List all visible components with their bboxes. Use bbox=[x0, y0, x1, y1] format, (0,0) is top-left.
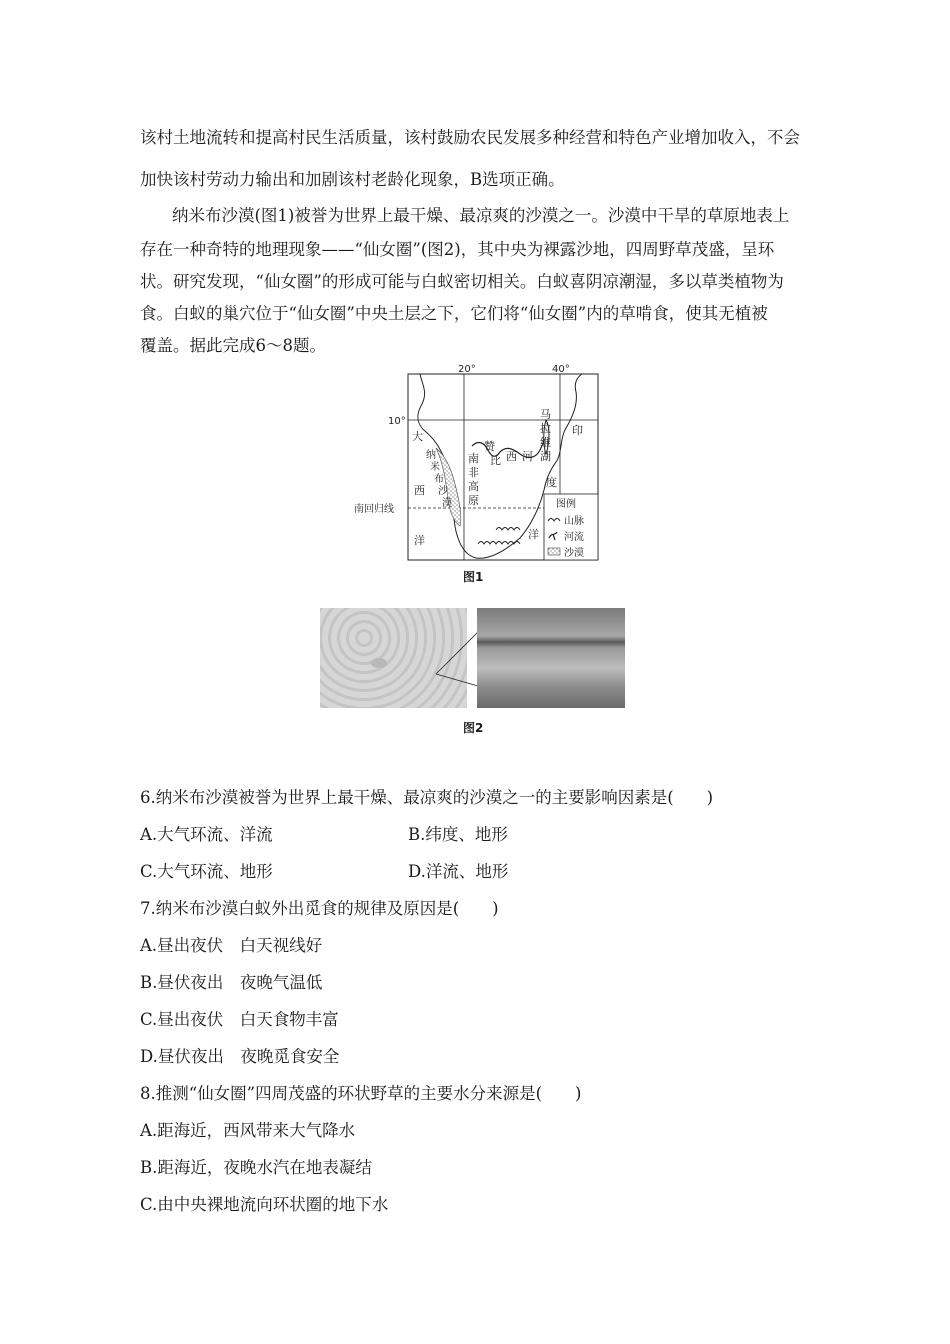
namib-char-5: 漠 bbox=[442, 498, 452, 509]
namib-char-2: 米 bbox=[430, 462, 440, 473]
zambezi-char-1: 赞 bbox=[484, 440, 495, 453]
malawi-char-2: 拉 bbox=[540, 422, 551, 435]
legend-river: 河流 bbox=[564, 532, 584, 543]
zambezi-char-4: 河 bbox=[522, 450, 533, 463]
passage-line-4: 食。白蚁的巢穴位于“仙女圈”中央土层之下，它们将“仙女圈”内的草啃食，使其无植被 bbox=[140, 304, 768, 323]
question-6-stem: 6.纳米布沙漠被誉为世界上最干燥、最凉爽的沙漠之一的主要影响因素是( ) bbox=[140, 788, 714, 807]
indian-char-1: 印 bbox=[572, 424, 583, 437]
question-7-option-b: B.昼伏夜出 夜晚气温低 bbox=[140, 973, 323, 992]
atlantic-char-3: 洋 bbox=[414, 534, 425, 547]
question-6-option-d: D.洋流、地形 bbox=[408, 862, 509, 881]
figure-1-caption: 图1 bbox=[463, 570, 484, 584]
figure-2-caption: 图2 bbox=[463, 721, 484, 735]
malawi-char-1: 马 bbox=[540, 408, 551, 421]
passage-line-1: 纳米布沙漠(图1)被誉为世界上最干燥、最凉爽的沙漠之一。沙漠中干旱的草原地表上 bbox=[172, 206, 790, 225]
zambezi-char-3: 西 bbox=[506, 450, 517, 463]
legend-mountain: 山脉 bbox=[564, 516, 584, 527]
figure-1-map bbox=[350, 362, 610, 564]
question-6-option-a: A.大气环流、洋流 bbox=[140, 825, 273, 844]
legend-desert: 沙漠 bbox=[564, 548, 584, 559]
photo-link-lines bbox=[430, 628, 480, 688]
question-7-option-d: D.昼伏夜出 夜晚觅食安全 bbox=[140, 1047, 340, 1066]
plateau-char-3: 高 bbox=[468, 480, 479, 493]
intro-line-2: 加快该村劳动力输出和加剧该村老龄化现象，B选项正确。 bbox=[140, 170, 565, 189]
zambezi-char-2: 比 bbox=[490, 454, 501, 467]
atlantic-char-2: 西 bbox=[414, 484, 425, 497]
fairy-circle-ground-photo bbox=[477, 608, 625, 708]
question-8-option-c: C.由中央裸地流向环状圈的地下水 bbox=[140, 1195, 389, 1214]
plateau-char-4: 原 bbox=[468, 494, 479, 507]
question-7-stem: 7.纳米布沙漠白蚁外出觅食的规律及原因是( ) bbox=[140, 899, 499, 918]
question-6-option-b: B.纬度、地形 bbox=[408, 825, 508, 844]
lat-10-label: 10° bbox=[388, 416, 406, 427]
tropic-label: 南回归线 bbox=[354, 504, 394, 515]
legend-title: 图例 bbox=[556, 499, 576, 510]
plateau-char-1: 南 bbox=[468, 452, 479, 465]
map-legend bbox=[544, 494, 598, 560]
passage-line-5: 覆盖。据此完成6～8题。 bbox=[140, 336, 326, 355]
plateau-char-2: 非 bbox=[468, 466, 479, 479]
atlantic-char-1: 大 bbox=[412, 430, 423, 443]
question-6-option-c: C.大气环流、地形 bbox=[140, 862, 273, 881]
lon-40-label: 40° bbox=[552, 364, 570, 375]
question-8-option-a: A.距海近，西风带来大气降水 bbox=[140, 1121, 356, 1140]
desert-symbol bbox=[548, 548, 560, 555]
malawi-char-3: 维 bbox=[540, 436, 551, 449]
indian-char-3: 洋 bbox=[528, 528, 539, 541]
question-7-option-c: C.昼出夜伏 白天食物丰富 bbox=[140, 1010, 339, 1029]
passage-line-3: 状。研究发现，“仙女圈”的形成可能与白蚁密切相关。白蚁喜阴凉潮湿，多以草类植物为 bbox=[140, 272, 784, 291]
intro-line-1: 该村土地流转和提高村民生活质量，该村鼓励农民发展多种经营和特色产业增加收入，不会 bbox=[140, 128, 800, 147]
namib-char-4: 沙 bbox=[438, 486, 448, 497]
question-7-option-a: A.昼出夜伏 白天视线好 bbox=[140, 936, 323, 955]
lon-20-label: 20° bbox=[458, 364, 476, 375]
question-8-option-b: B.距海近，夜晚水汽在地表凝结 bbox=[140, 1158, 372, 1177]
namib-char-1: 纳 bbox=[426, 450, 436, 461]
malawi-char-4: 湖 bbox=[540, 450, 551, 463]
question-8-stem: 8.推测“仙女圈”四周茂盛的环状野草的主要水分来源是( ) bbox=[140, 1084, 582, 1103]
passage-line-2: 存在一种奇特的地理现象——“仙女圈”(图2)，其中央为裸露沙地，四周野草茂盛，呈环 bbox=[140, 240, 775, 259]
indian-char-2: 度 bbox=[546, 476, 557, 489]
namib-char-3: 布 bbox=[434, 474, 444, 485]
